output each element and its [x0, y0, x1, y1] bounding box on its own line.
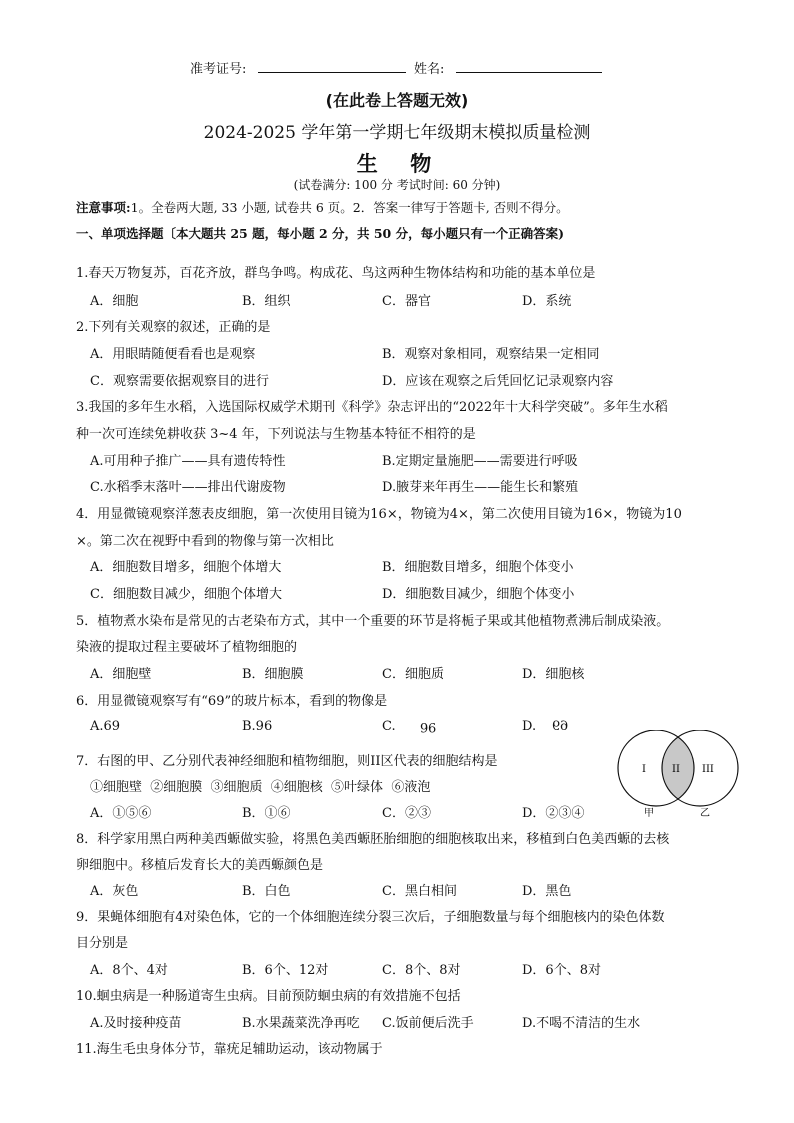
venn-diagram [606, 730, 750, 820]
question-stem: 2.下列有关观察的叙述，正确的是 [76, 320, 271, 335]
question-stem: 8．科学家用黑白两种美西螈做实验，将黑色美西螈胚胎细胞的细胞核取出来，移植到白色美西螈的去核 [76, 832, 670, 847]
option-a: A.可用种子推广——具有遗传特性 [90, 454, 286, 469]
venn-label-left: 甲 [644, 808, 654, 819]
question-stem-cont: 种一次可连续免耕收获 3~4 年，下列说法与生物基本特征不相符的是 [76, 427, 476, 442]
option-c: C.水稻季末落叶——排出代谢废物 [90, 480, 286, 495]
question-stem: 6．用显微镜观察写有“69”的玻片标本，看到的物像是 [76, 694, 388, 709]
option-c: C．观察需要依据观察目的进行 [90, 374, 269, 389]
option-b: B．细胞数目增多，细胞个体变小 [382, 560, 574, 575]
option-d: D.不喝不清洁的生水 [522, 1016, 641, 1031]
option-c-image: 69 [420, 719, 437, 734]
question-stem-cont: 目分别是 [76, 936, 129, 951]
question-stem: 4．用显微镜观察洋葱表皮细胞，第一次使用目镜为16×，物镜为4×，第二次使用目镜为16×，物镜为10 [76, 507, 682, 522]
exam-id-label: 准考证号: [190, 62, 247, 77]
option-d: D．细胞数目减少，细胞个体变小 [382, 587, 575, 602]
score-time-info: (试卷满分: 100 分 考试时间: 60 分钟) [293, 178, 501, 192]
venn-region-2: II [672, 764, 680, 775]
question-stem: 1.春天万物复苏，百花齐放，群鸟争鸣。构成花、鸟这两种生物体结构和功能的基本单位是 [76, 266, 596, 281]
option-a: A．①⑤⑥ [90, 806, 152, 821]
venn-region-1: I [642, 764, 646, 775]
option-b: B．组织 [242, 294, 291, 309]
option-b: B．观察对象相同，观察结果一定相同 [382, 347, 600, 362]
question-stem: 7．右图的甲、乙分别代表神经细胞和植物细胞，则II区代表的细胞结构是 [76, 754, 498, 769]
option-d: D.腋芽来年再生——能生长和繁殖 [382, 480, 579, 495]
option-c: C．细胞数目减少，细胞个体增大 [90, 587, 282, 602]
question-stem: 11.海生毛虫身体分节，靠疣足辅助运动，该动物属于 [76, 1042, 383, 1057]
option-a: A．用眼睛随便看看也是观察 [90, 347, 256, 362]
notice-label: 注意事项: [76, 200, 131, 215]
notice [76, 198, 569, 216]
venn-label-right: 乙 [700, 808, 710, 819]
question-stem: 3.我国的多年生水稻，入选国际权威学术期刊《科学》杂志评出的“2022年十大科学突破”。多年生水稻 [76, 400, 668, 415]
name-label: 姓名: [414, 62, 445, 77]
venn-region-3: III [702, 764, 714, 775]
option-d-image: 96 [552, 719, 569, 734]
invalid-note: (在此卷上答题无效) [325, 91, 469, 110]
option-d: D．②③④ [522, 806, 585, 821]
option-a: A．细胞 [90, 294, 139, 309]
option-c: C．8个、8对 [382, 963, 461, 978]
option-c: C．②③ [382, 806, 431, 821]
option-c: C．器官 [382, 294, 431, 309]
option-b: B．①⑥ [242, 806, 291, 821]
option-b: B.96 [242, 719, 273, 734]
structure-list: ①细胞壁 ②细胞膜 ③细胞质 ④细胞核 ⑤叶绿体 ⑥液泡 [90, 780, 431, 795]
question-stem-cont: 卵细胞中。移植后发育长大的美西螈颜色是 [76, 858, 324, 873]
option-d: D．系统 [522, 294, 572, 309]
option-d: D．细胞核 [522, 667, 585, 682]
option-a: A．8个、4对 [90, 963, 168, 978]
option-b: B．细胞膜 [242, 667, 304, 682]
option-a: A．灰色 [90, 884, 139, 899]
option-d: D．黑色 [522, 884, 572, 899]
exam-title: 2024-2025 学年第一学期七年级期末模拟质量检测 [203, 123, 591, 143]
question-stem-cont: ×。第二次在视野中看到的物像与第一次相比 [76, 534, 334, 549]
section-title: 一、单项选择题〔本大题共 25 题，每小题 2 分，共 50 分，每小题只有一个正确答案) [76, 226, 565, 241]
question-stem-cont: 染液的提取过程主要破坏了植物细胞的 [76, 640, 298, 655]
option-a: A.及时接种疫苗 [90, 1016, 182, 1031]
option-d: D．应该在观察之后凭回忆记录观察内容 [382, 374, 614, 389]
question-stem: 5．植物煮水染布是常见的古老染布方式，其中一个重要的环节是将栀子果或其他植物煮沸后制成染液。 [76, 614, 670, 629]
option-c: C．黑白相间 [382, 884, 457, 899]
option-c: C．细胞质 [382, 667, 444, 682]
name-blank [456, 72, 602, 73]
option-b: B.定期定量施肥——需要进行呼吸 [382, 454, 578, 469]
option-b: B．白色 [242, 884, 291, 899]
option-b: B.水果蔬菜洗净再吃 [242, 1016, 360, 1031]
option-c: C.饭前便后洗手 [382, 1016, 474, 1031]
option-b: B．6个、12对 [242, 963, 329, 978]
option-a: A．细胞数目增多，细胞个体增大 [90, 560, 282, 575]
option-d: D．6个、8对 [522, 963, 601, 978]
option-a: A．细胞壁 [90, 667, 152, 682]
option-c: C. [382, 719, 396, 734]
subject-title: 生 物 [356, 151, 438, 176]
option-a: A.69 [90, 719, 121, 734]
question-stem: 9．果蝇体细胞有4对染色体，它的一个体细胞连续分裂三次后，子细胞数量与每个细胞核内的染色体数 [76, 910, 665, 925]
question-stem: 10.蛔虫病是一种肠道寄生虫病。目前预防蛔虫病的有效措施不包括 [76, 989, 461, 1004]
option-d: D. [522, 719, 537, 734]
notice-text: 1。全卷两大题, 33 小题, 试卷共 6 页。2．答案一律写于答题卡, 否则不得分。 [130, 200, 569, 215]
exam-id-blank [258, 72, 406, 73]
